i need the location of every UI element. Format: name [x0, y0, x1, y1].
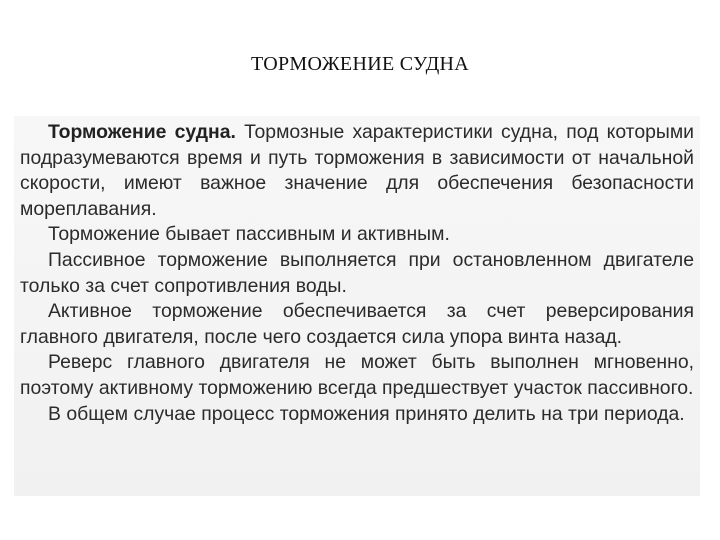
- paragraph-4: Активное торможение обеспечивается за счет реверсирования главного двигателя, после чего создается сила упора винта назад.: [20, 300, 694, 348]
- paragraph-3: Пассивное торможение выполняется при остановленном двигателе только за счет сопротивления воды.: [20, 248, 694, 297]
- lead-term: Торможение судна.: [48, 121, 236, 143]
- paragraph-5: Реверс главного двигателя не может быть выполнен мгновенно, поэтому активному торможению всегда предшествует участок пассивного.: [20, 351, 694, 399]
- paragraph-6: В общем случае процесс торможения принято делить на три периода.: [48, 402, 685, 425]
- slide-title: ТОРМОЖЕНИЕ СУДНА: [250, 53, 470, 75]
- document-body: [20, 120, 694, 427]
- paragraph-1-text: Тормозные характеристики судна, под которыми подразумеваются время и путь торможения в зависимости от начальной скорости, имеют важное значение для обеспечения безопасности мореплавания.: [20, 121, 695, 220]
- paragraph-2: Торможение бывает пассивным и активным.: [48, 223, 450, 246]
- scanned-text-image: [14, 116, 700, 496]
- paragraph-1: [20, 120, 694, 222]
